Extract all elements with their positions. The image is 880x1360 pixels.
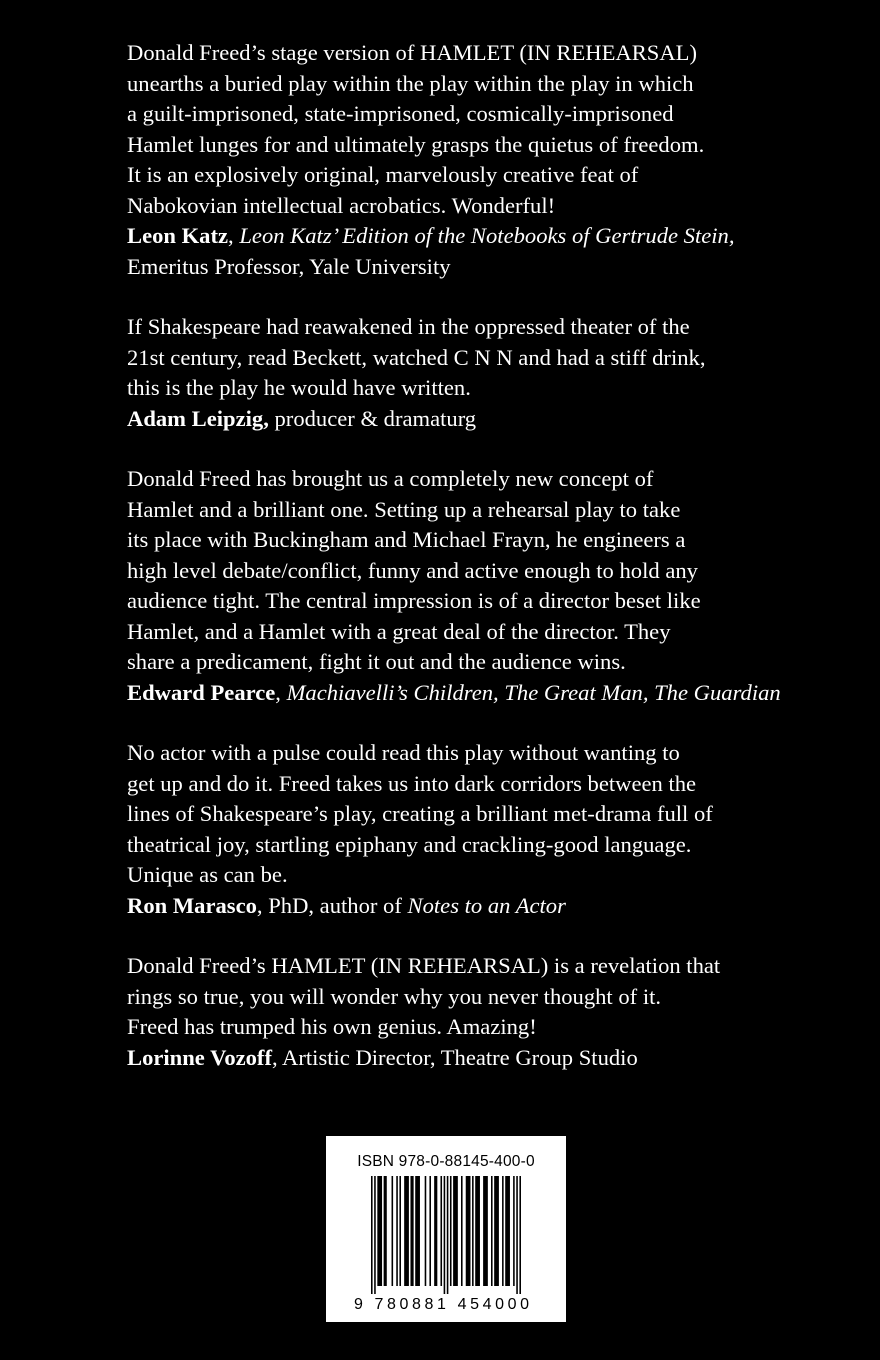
barcode-bar xyxy=(461,1176,463,1286)
blurb-5 xyxy=(127,951,787,1073)
reviewer-credit: PhD, author of xyxy=(268,892,408,918)
isbn-barcode-box xyxy=(326,1136,566,1322)
reviewer-credit: Artistic Director, Theatre Group Studio xyxy=(282,1044,638,1070)
blurb-attribution xyxy=(127,678,787,709)
barcode-bar xyxy=(483,1176,488,1286)
barcode-bar xyxy=(384,1176,387,1286)
barcode-bar xyxy=(516,1176,518,1294)
barcode-bar xyxy=(392,1176,394,1286)
blurb-3 xyxy=(127,464,787,708)
isbn-label: ISBN 978-0-88145-400-0 xyxy=(357,1153,535,1170)
barcode-bar xyxy=(519,1176,521,1294)
attribution-separator: , xyxy=(228,223,240,248)
attribution-separator: , xyxy=(256,892,269,918)
barcode-bar xyxy=(466,1176,471,1286)
barcode-bar xyxy=(410,1176,413,1286)
blurb-text: Donald Freed’s HAMLET (IN REHEARSAL) is a revelation that rings so true, you will wonder why you never thought of it. Freed has trumped his own genius. Amazing! xyxy=(127,953,721,1039)
barcode-bar xyxy=(396,1176,398,1286)
barcode-bar xyxy=(453,1176,458,1286)
blurb-attribution xyxy=(127,221,787,252)
reviewer-name: Ron Marasco xyxy=(127,892,257,918)
reviewer-credit-italic: Machiavelli’s Children, The Great Man, The Guardian xyxy=(286,679,781,705)
barcode-bar xyxy=(440,1176,442,1286)
barcode-bar xyxy=(447,1176,449,1294)
barcode-bar xyxy=(429,1176,431,1286)
reviewer-name: Adam Leipzig, xyxy=(127,405,269,431)
barcode-bar xyxy=(404,1176,409,1286)
blurb-attribution xyxy=(127,891,787,922)
blurb-attribution xyxy=(127,404,787,435)
reviewer-name: Edward Pearce xyxy=(127,679,276,705)
reviewer-name: Leon Katz xyxy=(127,223,229,248)
barcode-bar xyxy=(450,1176,452,1286)
barcode-bars xyxy=(371,1176,521,1294)
attribution-separator: , xyxy=(275,679,287,705)
blurb-4 xyxy=(127,738,787,921)
barcode-digits: 9 780881 454000 xyxy=(354,1296,533,1313)
book-title-italic: Notes to an Actor xyxy=(407,892,566,918)
barcode-bar xyxy=(491,1176,493,1286)
attribution-separator: , xyxy=(271,1044,283,1070)
barcode-bar xyxy=(494,1176,499,1286)
blurb-list xyxy=(127,38,787,1103)
barcode-bar xyxy=(444,1176,446,1294)
reviewer-name: Lorinne Vozoff xyxy=(127,1044,272,1070)
barcode-bar xyxy=(434,1176,437,1286)
barcode-bar xyxy=(425,1176,427,1286)
blurb-1 xyxy=(127,38,787,282)
blurb-text: Donald Freed’s stage version of HAMLET (IN REHEARSAL) unearths a buried play within the play within the play in which a guilt-imprisoned, state-imprisoned, cosmically-imprisoned Hamlet lunges for and ultimately grasps the quietus of freedom. It is an explosively original, marvelously creative feat of Nabokovian intellectual acrobatics. Wonderful! xyxy=(127,40,705,218)
reviewer-credit: producer & dramaturg xyxy=(274,405,477,431)
blurb-text: Donald Freed has brought us a completely new concept of Hamlet and a brilliant one. Setting up a rehearsal play to take its place with Buckingham and Michael Frayn, he engineers a high level debate/conflict, funny and active enough to hold any audience tight. The central impression is of a director beset like Hamlet, and a Hamlet with a great deal of the director. They share a predicament, fight it out and the audience wins. xyxy=(127,466,701,674)
blurb-text: No actor with a pulse could read this play without wanting to get up and do it. Freed takes us into dark corridors between the lines of Shakespeare’s play, creating a brilliant met-drama full of theatrical joy, startling epiphany and crackling-good language. Unique as can be. xyxy=(127,740,713,887)
barcode-bar xyxy=(475,1176,480,1286)
barcode-bar xyxy=(371,1176,373,1294)
blurb-text: If Shakespeare had reawakened in the oppressed theater of the 21st century, read Beckett, watched C N N and had a stiff drink, this is the play he would have written. xyxy=(127,314,706,400)
blurb-2 xyxy=(127,312,787,434)
barcode-bar xyxy=(415,1176,420,1286)
barcode-bar xyxy=(472,1176,474,1286)
reviewer-credit-line2: Emeritus Professor, Yale University xyxy=(127,253,451,279)
barcode-bar xyxy=(513,1176,515,1286)
reviewer-credit-italic: Leon Katz’ Edition of the Notebooks of Gertrude Stein, xyxy=(239,223,735,248)
blurb-attribution xyxy=(127,1043,787,1074)
barcode-bar xyxy=(505,1176,510,1286)
barcode-bar xyxy=(377,1176,382,1286)
barcode-bar xyxy=(374,1176,376,1294)
barcode-bar xyxy=(502,1176,504,1286)
barcode-bar xyxy=(399,1176,401,1286)
